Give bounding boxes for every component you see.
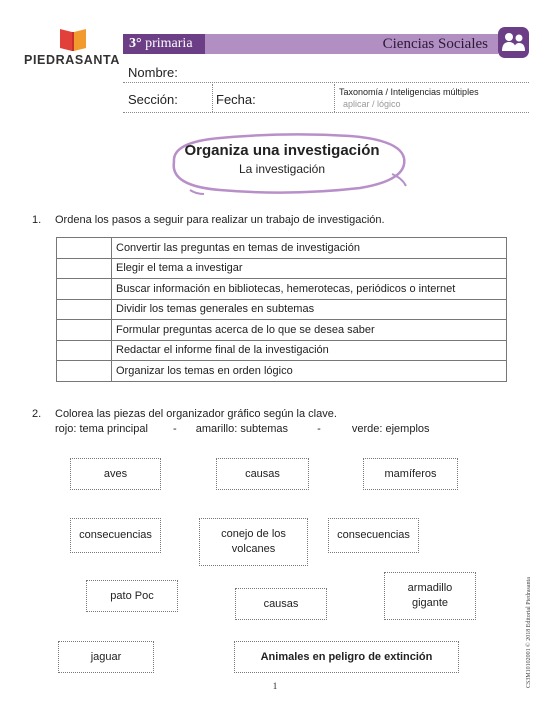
piece-conejo-de-los-volcanes[interactable]: conejo de los volcanes [199, 518, 308, 566]
order-answer-cell[interactable] [57, 340, 112, 361]
piece-mamiferos[interactable]: mamíferos [363, 458, 458, 490]
order-answer-cell[interactable] [57, 361, 112, 382]
section-label: Sección: [128, 92, 178, 107]
step-text: Buscar información en bibliotecas, hemerotecas, periódicos o internet [112, 279, 507, 300]
taxonomy-label: Taxonomía / Inteligencias múltiples [339, 87, 479, 97]
date-label: Fecha: [216, 92, 256, 107]
order-answer-cell[interactable] [57, 299, 112, 320]
color-key [55, 423, 430, 435]
key-separator: - [317, 423, 321, 435]
book-logo-icon [58, 26, 88, 52]
piece-causas[interactable]: causas [235, 588, 327, 620]
order-answer-cell[interactable] [57, 238, 112, 259]
step-text: Formular preguntas acerca de lo que se desea saber [112, 320, 507, 341]
table-row [57, 299, 507, 320]
brand-logo [22, 26, 122, 76]
header-band [123, 34, 498, 54]
name-field-line[interactable] [123, 82, 529, 83]
activity-title: Organiza una investigación [184, 142, 380, 159]
section-field-line[interactable] [123, 112, 529, 113]
step-text: Convertir las preguntas en temas de investigación [112, 238, 507, 259]
piece-causas[interactable]: causas [216, 458, 309, 490]
step-text: Organizar los temas en orden lógico [112, 361, 507, 382]
piece-consecuencias[interactable]: consecuencias [70, 518, 161, 553]
piece-armadillo-gigante[interactable]: armadillo gigante [384, 572, 476, 620]
document-code: CS3M10102001 © 2018 Editorial Piedrasanta [526, 577, 532, 688]
question-number: 1. [32, 214, 42, 226]
grade-level: primaria [145, 36, 193, 51]
order-answer-cell[interactable] [57, 279, 112, 300]
piece-consecuencias[interactable]: consecuencias [328, 518, 419, 553]
key-green: verde: ejemplos [351, 423, 430, 435]
brand-name: PIEDRASANTA [24, 53, 120, 67]
table-row [57, 361, 507, 382]
piece-aves[interactable]: aves [70, 458, 161, 490]
field-divider [334, 84, 335, 112]
question-number: 2. [32, 408, 42, 420]
subject-title: Ciencias Sociales [382, 36, 488, 52]
table-row [57, 340, 507, 361]
order-answer-cell[interactable] [57, 258, 112, 279]
steps-table [56, 237, 507, 382]
table-row [57, 258, 507, 279]
field-divider [212, 84, 213, 112]
activity-subtitle: La investigación [238, 162, 326, 176]
grade-label [123, 34, 205, 54]
subject-badge [498, 27, 529, 58]
page-number: 1 [272, 681, 278, 691]
step-text: Elegir el tema a investigar [112, 258, 507, 279]
piece-main-topic[interactable]: Animales en peligro de extinción [234, 641, 459, 673]
question-prompt: Colorea las piezas del organizador gráfico según la clave. [55, 408, 337, 420]
key-yellow: amarillo: subtemas [195, 423, 289, 435]
step-text: Dividir los temas generales en subtemas [112, 299, 507, 320]
table-row [57, 279, 507, 300]
piece-jaguar[interactable]: jaguar [58, 641, 154, 673]
key-red: rojo: tema principal [55, 423, 148, 435]
piece-pato-poc[interactable]: pato Poc [86, 580, 178, 612]
group-of-people-icon [498, 27, 529, 58]
step-text: Redactar el informe final de la investigación [112, 340, 507, 361]
order-answer-cell[interactable] [57, 320, 112, 341]
table-row [57, 238, 507, 259]
taxonomy-values: aplicar / lógico [343, 99, 401, 109]
key-separator: - [173, 423, 177, 435]
table-row [57, 320, 507, 341]
grade-number: 3° [129, 36, 142, 51]
question-prompt: Ordena los pasos a seguir para realizar un trabajo de investigación. [55, 214, 385, 226]
name-label: Nombre: [128, 65, 178, 80]
